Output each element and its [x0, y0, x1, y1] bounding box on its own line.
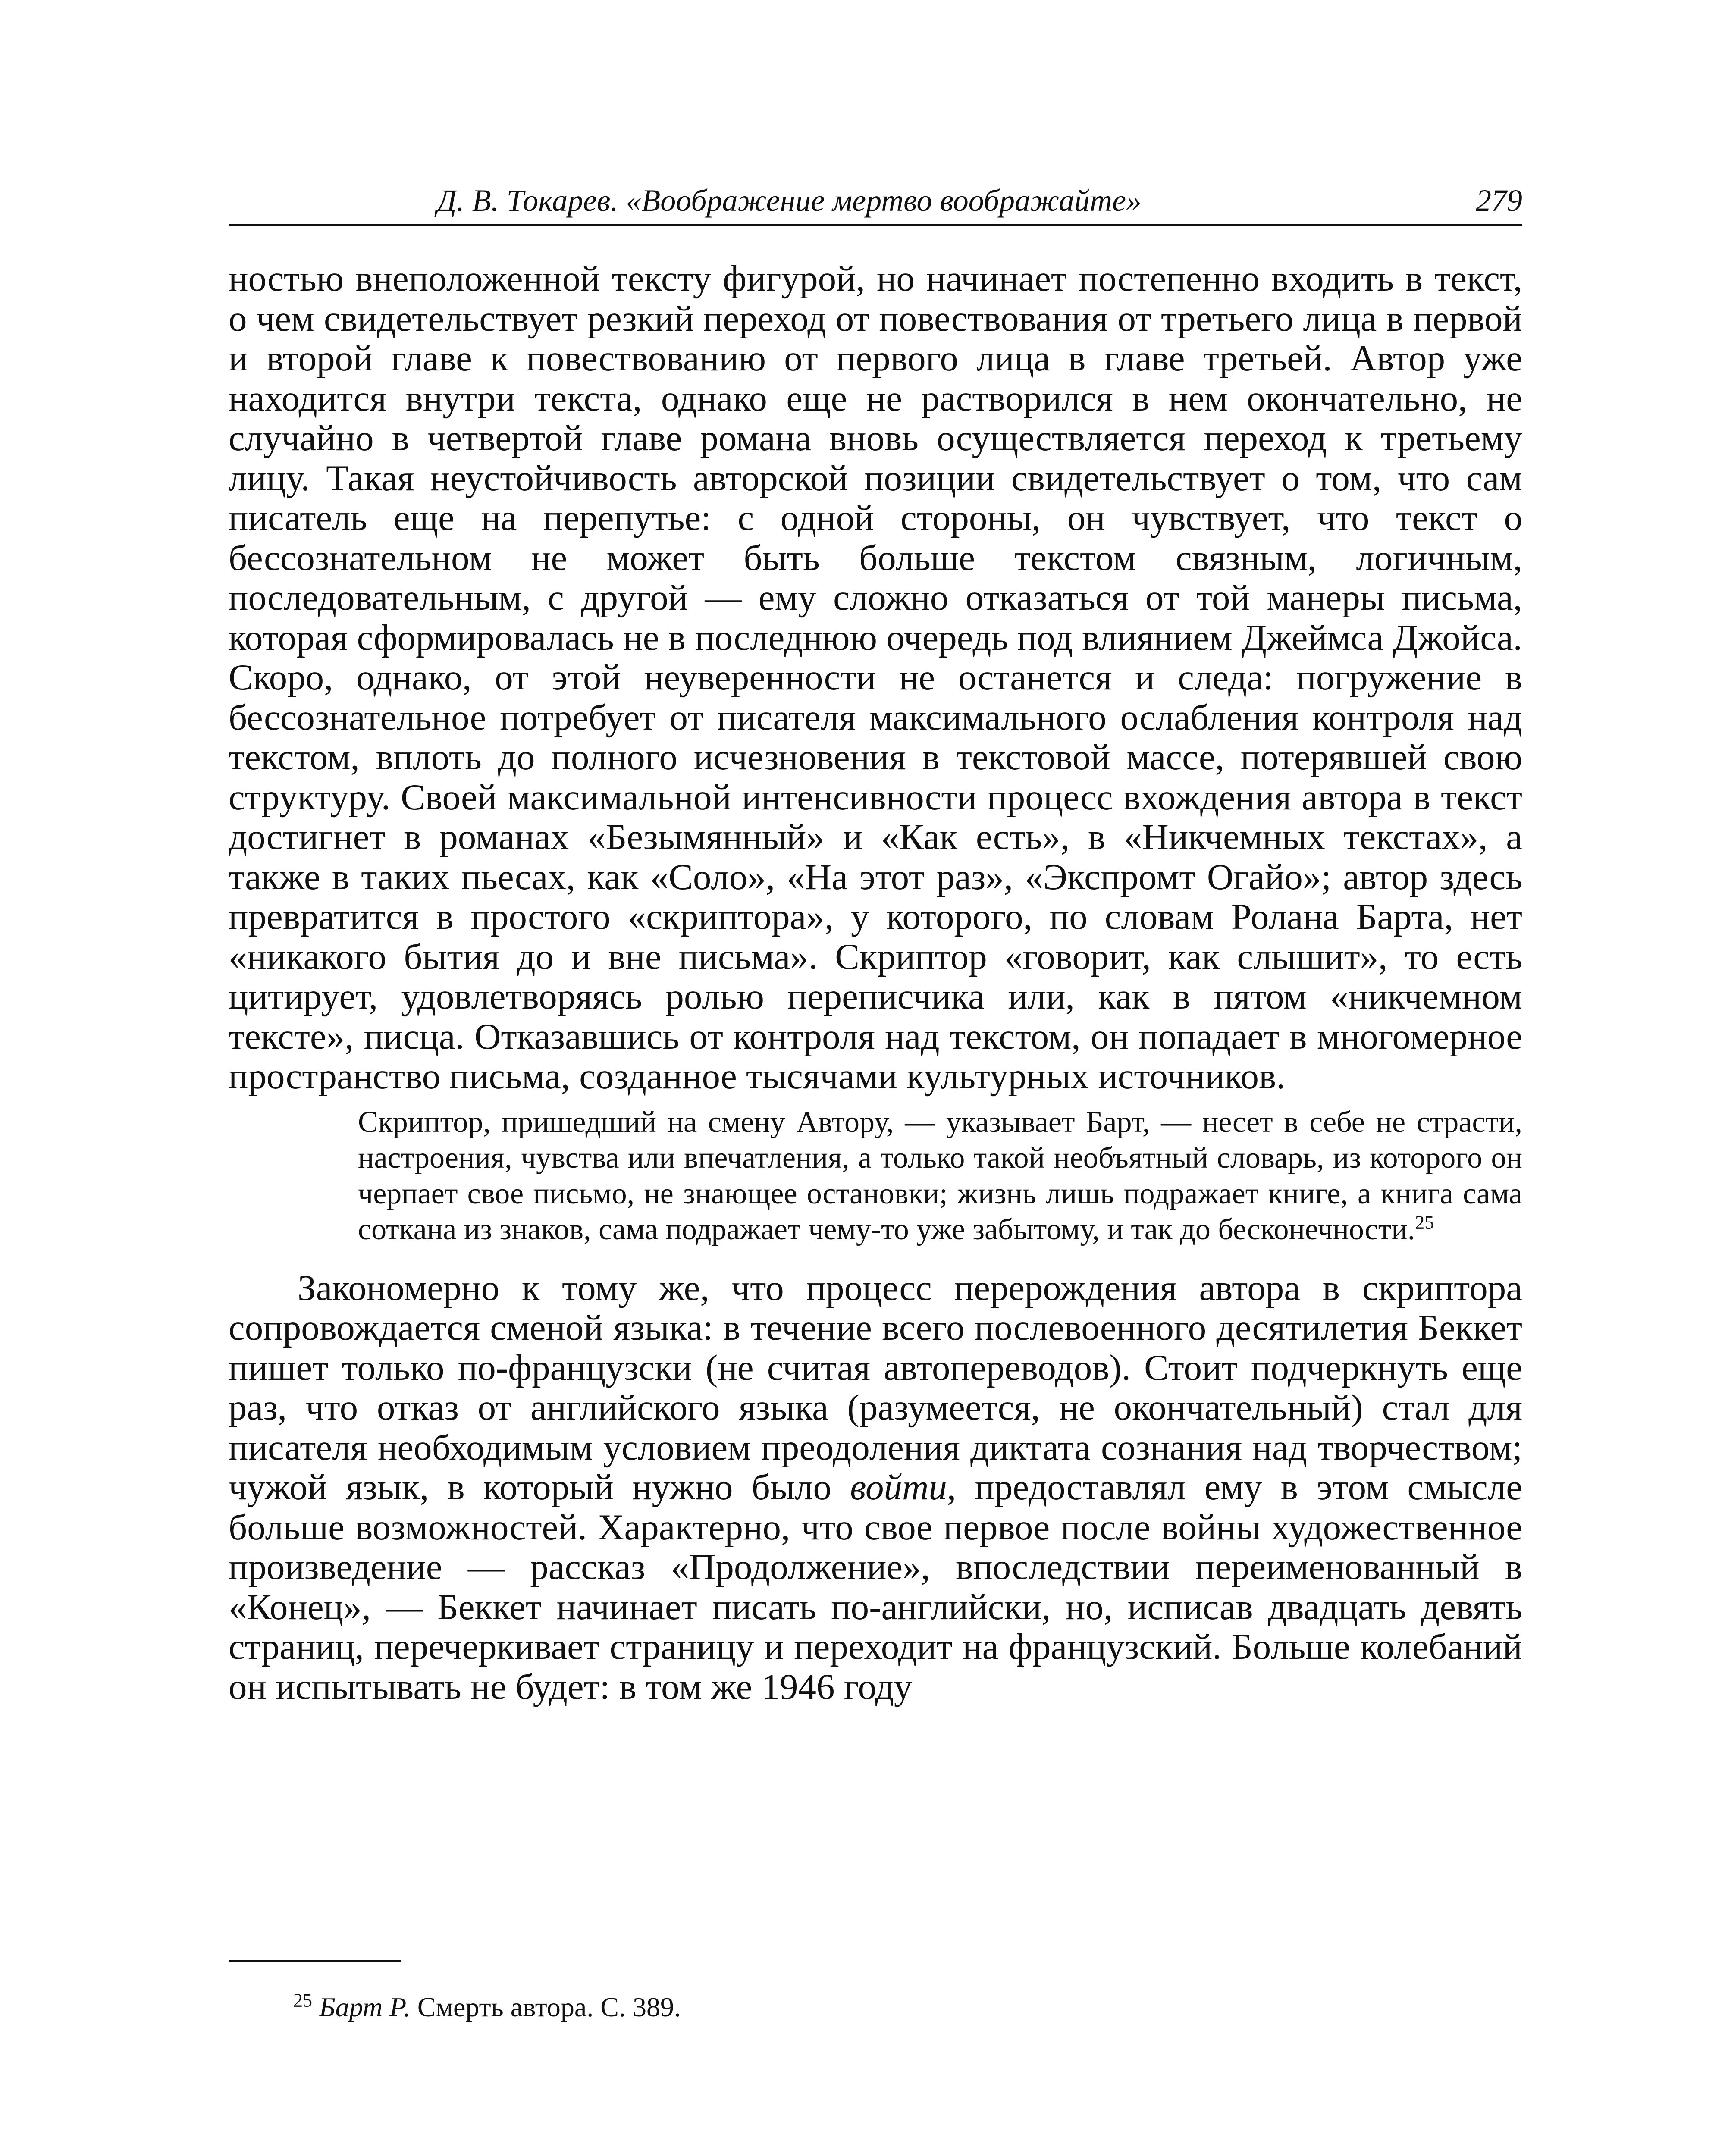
running-head [229, 177, 1522, 224]
page-number: 279 [1476, 183, 1522, 218]
header-rule [229, 224, 1522, 226]
footnote-rule [229, 1960, 401, 1962]
paragraph-2-end: , предоставлял ему в этом смысле больше возможностей. Характерно, что свое первое после войны художественное произведение — рассказ «Продолжение», впоследствии переименованный в «Конец», — Беккет начинает писать по-английски, но, исписав двадцать девять страниц, перечеркивает страницу и переходит на французский. Больше колебаний он испытывать не будет: в том же 1946 году [229, 1467, 1522, 1707]
paragraph-2-start: Закономерно к тому же, что процесс перерождения автора в скриптора сопровождается сменой языка: в течение всего послевоенного десятилетия Беккет пишет только по-французски (не считая автопереводов). Стоит подчеркнуть еще раз, что отказ от английского языка (разумеется, не окончательный) стал для писателя необходимым условием преодоления диктата сознания над творчеством; чужой язык, в который нужно было [229, 1267, 1522, 1507]
paragraph-2 [229, 1268, 1522, 1707]
running-head-title: Д. В. Токарев. «Воображение мертво воображайте» [436, 183, 1142, 218]
footnote [293, 1988, 1522, 2027]
footnote-author: Барт Р. [319, 1992, 411, 2022]
quote-text: Скриптор, пришедший на смену Автору, — указывает Барт, — несет в себе не страсти, настроения, чувства или впечатления, а только такой необъятный словарь, из которого он черпает свое письмо, не знающее остановки; жизнь лишь подражает книге, а книга сама соткана из знаков, сама подражает чему-то уже забытому, и так до бесконечности. [358, 1105, 1522, 1246]
main-text [229, 259, 1522, 1707]
paragraph-2-emphasis: войти [850, 1467, 947, 1507]
paragraph-1: ностью внеположенной тексту фигурой, но начинает постепенно входить в текст, о чем свидетельствует резкий переход от повествования от третьего лица в первой и второй главе к повествованию от первого лица в главе третьей. Автор уже находится внутри текста, однако еще не растворился в нем окончательно, не случайно в четвертой главе романа вновь осуществляется переход к третьему лицу. Такая неустойчивость авторской позиции свидетельствует о том, что сам писатель еще на перепутье: с одной стороны, он чувствует, что текст о бессознательном не может быть больше текстом связным, логичным, последовательным, с другой — ему сложно отказаться от той манеры письма, которая сформировалась не в последнюю очередь под влиянием Джеймса Джойса. Скоро, однако, от этой неуверенности не останется и следа: погружение в бессознательное потребует от писателя максимального ослабления контроля над текстом, вплоть до полного исчезновения в текстовой массе, потерявшей свою структуру. Своей максимальной интенсивности процесс вхождения автора в текст достигнет в романах «Безымянный» и «Как есть», в «Никчемных текстах», а также в таких пьесах, как «Соло», «На этот раз», «Экспромт Огайо»; автор здесь превратится в простого «скриптора», у которого, по словам Ролана Барта, нет «никакого бытия до и вне письма». Скриптор «говорит, как слышит», то есть цитирует, удовлетворяясь ролью переписчика или, как в пятом «никчемном тексте», писца. Отказавшись от контроля над текстом, он попадает в многомерное пространство письма, созданное тысячами культурных источников. [229, 258, 1522, 1097]
footnote-number: 25 [293, 1990, 312, 2011]
footnote-text: Смерть автора. С. 389. [410, 1992, 681, 2022]
quote-note-ref[interactable]: 25 [1415, 1212, 1434, 1233]
block-quote [358, 1104, 1522, 1247]
